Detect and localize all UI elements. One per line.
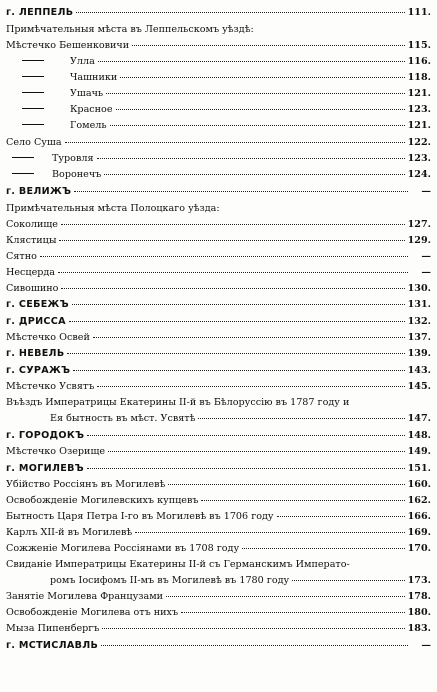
section-heading: Примѣчательныя мѣста въ Леппельскомъ уѣздѣ:: [6, 24, 254, 35]
toc-entry-title: Несцерда: [6, 267, 56, 278]
toc-entry: [6, 511, 431, 522]
toc-entry-page: —: [421, 640, 431, 651]
toc-entry-title: г. НЕВЕЛЬ: [6, 348, 65, 359]
toc-entry: [22, 88, 431, 99]
dot-leader: [73, 370, 404, 371]
toc-entry-title: Сожженіе Могилева Россіянами въ 1708 году: [6, 543, 240, 554]
toc-entry: [22, 56, 431, 67]
toc-entry: [12, 153, 431, 164]
dot-leader: [198, 418, 404, 419]
dot-leader: [67, 353, 404, 354]
toc-entry-page: 129.: [407, 235, 431, 246]
ditto-dash: [22, 124, 44, 125]
ditto-dash: [12, 157, 34, 158]
toc-entry-page: 127.: [407, 219, 431, 230]
toc-entry: [6, 251, 431, 262]
dot-leader: [69, 321, 405, 322]
dot-leader: [120, 77, 404, 78]
toc-entry: [6, 591, 431, 602]
dot-leader: [72, 304, 405, 305]
toc-entry-page: 123.: [407, 153, 431, 164]
toc-entry: [6, 543, 431, 554]
toc-entry-title: Воронечъ: [52, 169, 102, 180]
toc-entry: [12, 169, 431, 180]
ditto-dash: [22, 92, 44, 93]
toc-entry-title: Убійство Россіянъ въ Могилевѣ: [6, 479, 166, 490]
toc-entry-page: 132.: [407, 316, 431, 327]
toc-entry-page: 124.: [407, 169, 431, 180]
toc-entry: [6, 623, 431, 634]
toc-entry-title: ромъ Іосифомъ II-мъ въ Могилевѣ въ 1780 году: [50, 575, 290, 586]
toc-entry-title-line: Въѣздъ Императрицы Екатерины II-й въ Бѣлоруссію въ 1787 году и: [6, 397, 350, 408]
toc-entry: [22, 104, 431, 115]
dot-leader: [98, 61, 405, 62]
toc-entry-page: 137.: [407, 332, 431, 343]
toc-entry-page: 147.: [407, 413, 431, 424]
toc-entry: [6, 283, 431, 294]
ditto-dash: [22, 108, 44, 109]
dot-leader: [104, 174, 404, 175]
toc-entry-title: г. ЛЕППЕЛЬ: [6, 7, 74, 18]
toc-entry: [6, 430, 431, 441]
toc-entry: [6, 267, 431, 278]
toc-entry-title: Занятіе Могилева Французами: [6, 591, 164, 602]
toc-entry-page: 169.: [407, 527, 431, 538]
dot-leader: [65, 142, 405, 143]
dot-leader: [181, 612, 405, 613]
toc-entry-title: Соколище: [6, 219, 58, 230]
toc-entry-page: 122.: [407, 137, 431, 148]
dot-leader: [102, 628, 404, 629]
toc-entry-title: Ушачь: [70, 88, 104, 99]
toc-entry-title: Мѣстечко Усвятъ: [6, 381, 95, 392]
toc-entry: [6, 235, 431, 246]
toc-entry-page: 162.: [407, 495, 431, 506]
dot-leader: [132, 45, 404, 46]
toc-entry: [6, 219, 431, 230]
toc-entry-title: Освобожденіе Могилева отъ нихъ: [6, 607, 179, 618]
dot-leader: [87, 435, 404, 436]
toc-entry-page: 178.: [407, 591, 431, 602]
toc-entry: [6, 299, 431, 310]
toc-entry-title: Карлъ XII-й въ Могилевѣ: [6, 527, 133, 538]
ditto-dash: [22, 76, 44, 77]
toc-entry-page: 145.: [407, 381, 431, 392]
toc-entry-title: г. ГОРОДОКЪ: [6, 430, 85, 441]
toc-entry: [22, 72, 431, 83]
dot-leader: [292, 580, 404, 581]
toc-entry-title: Ея бытность въ мѣст. Усвятѣ: [50, 413, 196, 424]
toc-entry-title: Чашники: [70, 72, 118, 83]
toc-entry: [50, 575, 431, 586]
toc-entry: [6, 365, 431, 376]
toc-entry-page: —: [421, 267, 431, 278]
dot-leader: [87, 468, 405, 469]
dot-leader: [242, 548, 405, 549]
dot-leader: [277, 516, 405, 517]
toc-entry: [50, 413, 431, 424]
toc-entry-title: Село Суша: [6, 137, 62, 148]
toc-entry: [6, 186, 431, 197]
toc-entry-page: 151.: [407, 463, 431, 474]
dot-leader: [97, 158, 405, 159]
toc-entry: [6, 479, 431, 490]
toc-entry-page: 180.: [407, 607, 431, 618]
toc-entry: [6, 137, 431, 148]
toc-entry-title: г. СЕБЕЖЪ: [6, 299, 69, 310]
toc-entry-page: —: [421, 186, 431, 197]
dot-leader: [93, 337, 405, 338]
toc-entry-page: 111.: [407, 7, 431, 18]
toc-entry: [6, 607, 431, 618]
toc-entry-title: Сивошино: [6, 283, 59, 294]
dot-leader: [61, 224, 405, 225]
toc-entry-title: Красное: [70, 104, 113, 115]
toc-entry-title: Бытность Царя Петра I-го въ Могилевѣ въ 1706 году: [6, 511, 274, 522]
toc-entry-page: —: [421, 251, 431, 262]
toc-entry-page: 123.: [407, 104, 431, 115]
dot-leader: [116, 109, 405, 110]
dot-leader: [101, 645, 408, 646]
toc-entry-title: г. ДРИССА: [6, 316, 66, 327]
toc-entry-title: Освобожденіе Могилевскихъ купцевъ: [6, 495, 199, 506]
dot-leader: [74, 191, 408, 192]
toc-entry-page: 183.: [407, 623, 431, 634]
dot-leader: [108, 451, 405, 452]
dot-leader: [110, 125, 405, 126]
toc-entry-title: Улла: [70, 56, 95, 67]
toc-entry: [6, 463, 431, 474]
toc-entry: [6, 446, 431, 457]
toc-entry-title-line: Свиданіе Императрицы Екатерины II-й съ Германскимъ Императо-: [6, 559, 350, 570]
toc-entry: [6, 7, 431, 18]
toc-entry-page: 166.: [407, 511, 431, 522]
toc-entry-page: 116.: [407, 56, 431, 67]
toc-entry-page: 170.: [407, 543, 431, 554]
toc-entry-title: Мѣстечко Освей: [6, 332, 90, 343]
toc-entry-title: г. МСТИСЛАВЛЬ: [6, 640, 99, 651]
toc-entry-page: 131.: [407, 299, 431, 310]
toc-entry-title: Туровля: [52, 153, 94, 164]
toc-entry-page: 143.: [407, 365, 431, 376]
toc-entry-title: Клястицы: [6, 235, 57, 246]
toc-entry: [6, 495, 431, 506]
toc-entry: [22, 120, 431, 131]
dot-leader: [59, 240, 404, 241]
toc-entry-page: 148.: [407, 430, 431, 441]
toc-entry-page: 115.: [407, 40, 431, 51]
toc-entry-page: 121.: [407, 88, 431, 99]
toc-entry-title: г. ВЕЛИЖЪ: [6, 186, 72, 197]
toc-entry: [6, 381, 431, 392]
toc-entry-title: г. СУРАЖЪ: [6, 365, 71, 376]
toc-entry-title: Мѣстечко Бешенковичи: [6, 40, 130, 51]
toc-entry: [6, 316, 431, 327]
ditto-dash: [22, 60, 44, 61]
dot-leader: [58, 272, 408, 273]
toc-entry-page: 160.: [407, 479, 431, 490]
dot-leader: [201, 500, 404, 501]
toc-entry-page: 118.: [407, 72, 431, 83]
ditto-dash: [12, 173, 34, 174]
dot-leader: [168, 484, 404, 485]
toc-entry: [6, 40, 431, 51]
toc-entry: [6, 640, 431, 651]
toc-entry: [6, 332, 431, 343]
dot-leader: [135, 532, 404, 533]
dot-leader: [106, 93, 404, 94]
toc-entry-page: 121.: [407, 120, 431, 131]
dot-leader: [61, 288, 404, 289]
toc-entry-title: г. МОГИЛЕВЪ: [6, 463, 84, 474]
dot-leader: [97, 386, 404, 387]
section-heading: Примѣчательныя мѣста Полоцкаго уѣзда:: [6, 203, 220, 214]
toc-entry-page: 173.: [407, 575, 431, 586]
toc-entry-page: 139.: [407, 348, 431, 359]
toc-entry-title: Мѣстечко Озерище: [6, 446, 106, 457]
dot-leader: [76, 12, 404, 13]
toc-entry-title: Сятно: [6, 251, 37, 262]
toc-entry-page: 149.: [407, 446, 431, 457]
toc-entry-page: 130.: [407, 283, 431, 294]
toc-entry: [6, 348, 431, 359]
dot-leader: [40, 256, 408, 257]
toc-entry-title: Мыза Пипенбергъ: [6, 623, 100, 634]
toc-entry-title: Гомель: [70, 120, 107, 131]
dot-leader: [166, 596, 405, 597]
toc-entry: [6, 527, 431, 538]
